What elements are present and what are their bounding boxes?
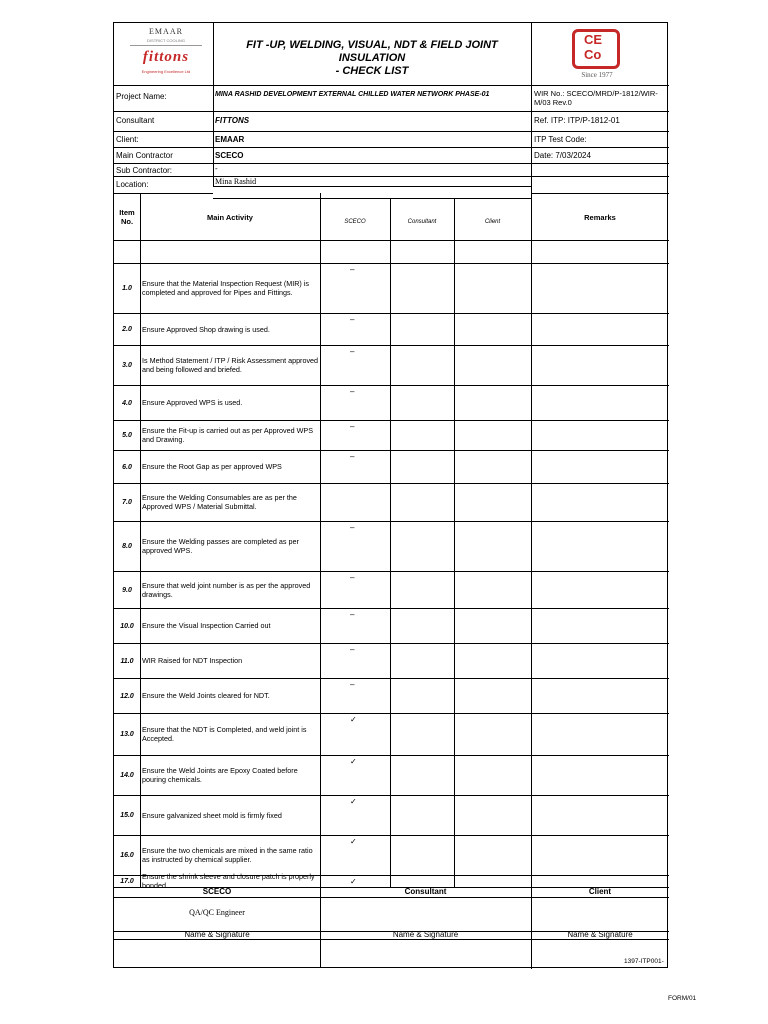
sceco-mark: ✓ [350,877,357,886]
client-value: EMAAR [215,135,245,144]
sceco-mark: – [350,523,355,532]
item-number: 1.0 [122,285,132,292]
ceco-since: Since 1977 [581,71,613,79]
item-activity: Ensure the Welding passes are completed as per approved WPS. [142,537,299,555]
sceco-mark: – [350,422,355,431]
title-line-2: INSULATION [338,52,406,64]
main-contractor-value: SCECO [215,151,244,160]
form-title [214,39,530,78]
ref-itp: Ref. ITP: ITP/P-1812-01 [534,116,620,125]
sceco-mark: – [350,452,355,461]
sceco-mark: – [350,680,355,689]
item-activity: Ensure the Visual Inspection Carried out [142,621,271,630]
fittons-logo-tagline: Engineering Excellence Ltd [141,69,191,74]
emaar-logo-subtitle: DISTRICT COOLING [147,38,185,43]
sceco-mark: – [350,573,355,582]
date: Date: 7/03/2024 [534,151,591,160]
item-number: 2.0 [122,326,132,333]
item-activity: Ensure Approved Shop drawing is used. [142,324,270,334]
item-number: 15.0 [120,812,134,819]
item-number: 3.0 [122,362,132,369]
header-main-activity: Main Activity [207,213,253,222]
item-activity: Ensure that the NDT is Completed, and weld joint is Accepted. [142,725,307,743]
item-activity: Ensure the shrink sleeve and closure patch is properly bonded. [142,872,315,890]
itp-test-code: ITP Test Code: [534,135,587,144]
item-number: 5.0 [122,432,132,439]
header-remarks: Remarks [584,213,616,222]
ceco-logo-line-2: Co [584,47,602,62]
item-activity: Ensure the Fit-up is carried out as per Approved WPS and Drawing. [142,426,313,444]
location-value: Mina Rashid [215,177,257,186]
fittons-logo-text: fittons [142,49,190,65]
sceco-mark: ✓ [350,757,357,766]
emaar-fittons-logo [120,25,212,83]
logo-divider [130,45,202,46]
item-number: 8.0 [122,543,132,550]
checklist-form [113,22,668,968]
item-activity: Ensure the Welding Consumables are as per the Approved WPS / Material Submittal. [142,493,297,511]
sceco-mark: – [350,315,355,324]
name-signature-consultant: Name & Signature [392,930,459,939]
sceco-mark: ✓ [350,797,357,806]
item-activity: Ensure Approved WPS is used. [142,398,243,407]
qa-qc-engineer: QA/QC Engineer [189,908,245,917]
header-client: Client [484,219,501,225]
main-contractor-label: Main Contractor [116,151,173,160]
item-number: 17.0 [120,878,134,885]
header-item-no: Item No. [119,208,135,226]
wir-number: WIR No.: SCECO/MRD/P-1812/WIR-M/03 Rev.0 [534,89,658,107]
sub-contractor-value: - [215,164,218,173]
title-line-1: FIT -UP, WELDING, VISUAL, NDT & FIELD JOINT [246,39,498,51]
footer-form-number: FORM/01 [668,995,697,1002]
signoff-sceco: SCECO [202,887,232,896]
name-signature-client: Name & Signature [567,930,633,939]
item-number: 10.0 [120,622,134,630]
sceco-mark: ✓ [350,837,357,846]
item-number: 9.0 [122,586,132,594]
name-signature-sceco: Name & Signature [184,930,250,939]
signoff-consultant: Consultant [404,887,447,896]
ceco-logo-line-1: CE [584,32,603,47]
emaar-logo-text: EMAAR [149,27,183,36]
item-number: 14.0 [120,772,134,779]
footer-code: 1397-ITP001- [624,958,664,965]
sceco-mark: – [350,347,355,356]
item-number: 4.0 [122,399,132,407]
item-activity: Ensure galvanized sheet mold is firmly fixed [142,810,282,820]
location-label: Location: [116,180,149,189]
item-number: 16.0 [120,852,134,859]
sceco-mark: – [350,387,355,396]
item-activity: Ensure the two chemicals are mixed in the same ratio as instructed by chemical supplier. [142,846,313,864]
client-label: Client: [116,135,139,144]
project-name-value: MINA RASHID DEVELOPMENT EXTERNAL CHILLED WATER NETWORK PHASE-01 [215,91,490,98]
consultant-label: Consultant [116,116,155,125]
sceco-mark: ✓ [350,715,357,724]
title-line-3: - CHECK LIST [335,65,409,77]
header-sceco: SCECO [344,219,366,225]
ceco-logo [564,29,634,81]
item-activity: Is Method Statement / ITP / Risk Assessment approved and being followed and briefed. [142,356,319,374]
sceco-mark: – [350,610,355,619]
item-number: 7.0 [122,499,132,506]
sceco-mark: – [350,265,355,274]
project-name-label: Project Name: [116,92,167,101]
item-number: 6.0 [122,463,132,471]
item-activity: Ensure the Root Gap as per approved WPS [142,462,282,471]
sceco-mark: – [350,645,355,654]
item-activity: Ensure the Weld Joints cleared for NDT. [142,691,270,700]
sub-contractor-label: Sub Contractor: [116,166,173,175]
item-number: 13.0 [120,731,134,738]
signoff-client: Client [588,887,612,896]
header-consultant: Consultant [407,219,437,225]
consultant-value: FITTONS [215,116,250,125]
item-activity: WIR Raised for NDT Inspection [142,656,243,665]
item-activity: Ensure that weld joint number is as per the approved drawings. [142,580,311,599]
item-activity: Ensure that the Material Inspection Request (MIR) is completed and approved for Pipes and Fittings. [142,279,309,297]
item-activity: Ensure the Weld Joints are Epoxy Coated before pouring chemicals. [142,766,298,784]
item-number: 12.0 [120,692,134,700]
item-number: 11.0 [120,657,134,665]
